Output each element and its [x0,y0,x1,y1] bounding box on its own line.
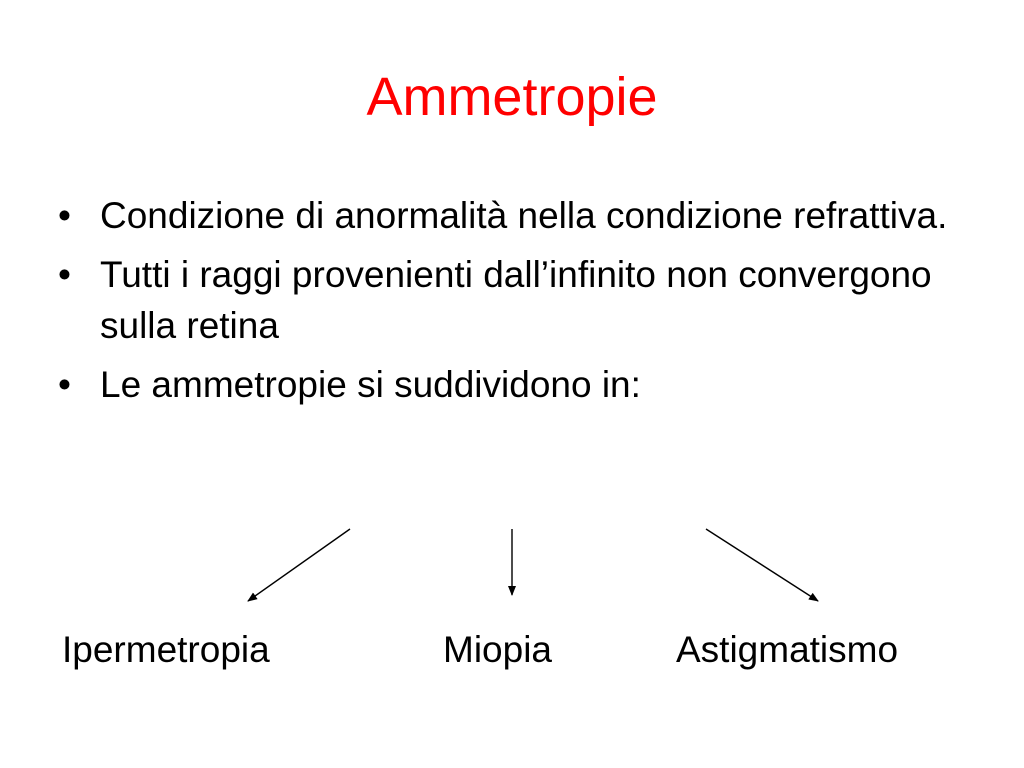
category-astigmatismo: Astigmatismo [676,629,899,670]
category-ipermetropia: Ipermetropia [62,629,270,670]
bullet-icon: • [58,364,71,405]
category-miopia: Miopia [443,629,552,670]
bullet-icon: • [58,254,71,295]
bullet-text: Condizione di anormalità nella condizione refrattiva. [100,195,948,236]
arrow-to-ipermetropia [248,529,350,601]
bullet-icon: • [58,195,71,236]
arrow-to-astigmatismo [706,529,818,601]
bullet-text: Tutti i raggi provenienti dall’infinito non convergono sulla retina [100,254,932,346]
slide-title: Ammetropie [366,67,658,127]
bullet-text: Le ammetropie si suddividono in: [100,364,641,405]
